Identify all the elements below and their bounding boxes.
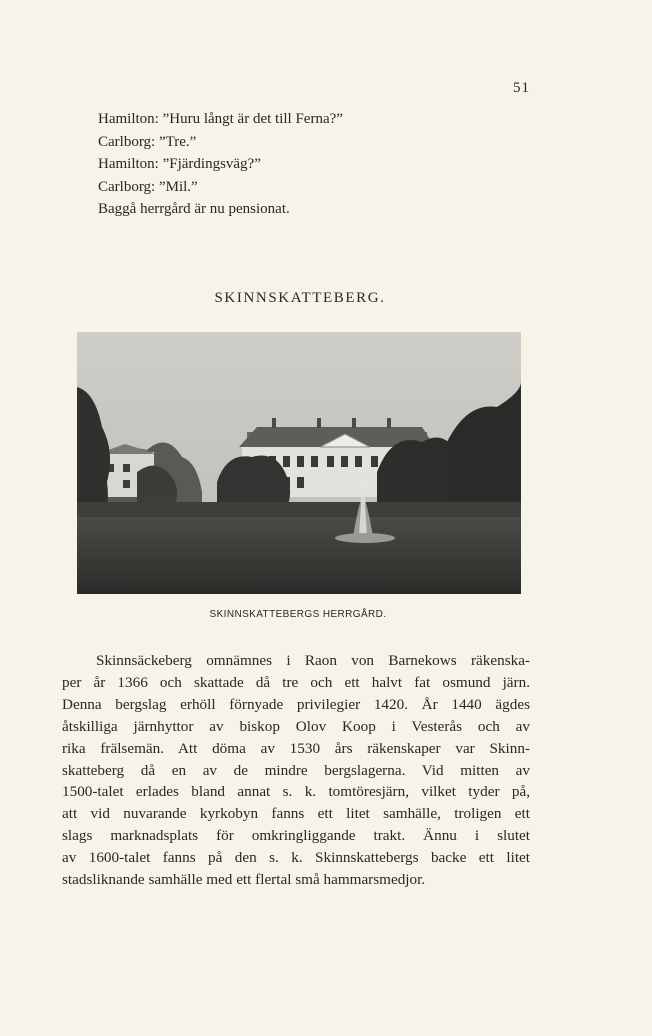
section-heading: SKINNSKATTEBERG. [214,290,386,306]
manor-photo [77,332,521,594]
paragraph-line: av 1600-talet fanns på den s. k. Skinnskattebergs backe ett litet [62,849,530,867]
paragraph-line: stadsliknande samhälle med ett flertal små hammarsmedjor. [62,871,426,889]
paragraph-line: 1500-talet erlades bland annat s. k. tomtöresjärn, vilket tyder på, [62,783,530,801]
dialogue-line: Carlborg: ”Tre.” [98,133,197,150]
paragraph-line: per år 1366 och skattade då tre och ett halvt fat osmund järn. [62,673,530,691]
paragraph-line: Denna bergslag erhöll förnyade privilegier 1420. År 1440 ägdes [62,695,530,713]
paragraph-line: rika frälsemän. Att döma av 1530 års räkenskaper var Skinn- [62,739,530,757]
paragraph-line: skatteberg då en av de mindre bergslagerna. Vid mitten av [62,761,530,779]
page-number: 51 [513,80,530,96]
photo-caption: SKINNSKATTEBERGS HERRGÅRD. [209,609,387,620]
dialogue-block [98,108,343,221]
manor-photo-illustration [77,332,521,594]
dialogue-line: Baggå herrgård är nu pensionat. [98,201,290,217]
dialogue-line: Hamilton: ”Fjärdingsväg?” [98,156,261,172]
body-paragraph [62,650,530,891]
dialogue-line: Carlborg: ”Mil.” [98,178,198,195]
paragraph-line: att vid nuvarande kyrkobyn fanns ett litet samhälle, troligen ett [62,805,530,823]
paragraph-line: slags marknadsplats för omkringliggande trakt. Ännu i slutet [62,827,530,845]
paragraph-line: åtskilliga järnhyttor av biskop Olov Koop i Vesterås och av [62,717,530,735]
dialogue-line: Hamilton: ”Huru långt är det till Ferna?” [98,111,343,127]
paragraph-line: Skinnsäckeberg omnämnes i Raon von Barnekows räkenska- [96,652,530,669]
